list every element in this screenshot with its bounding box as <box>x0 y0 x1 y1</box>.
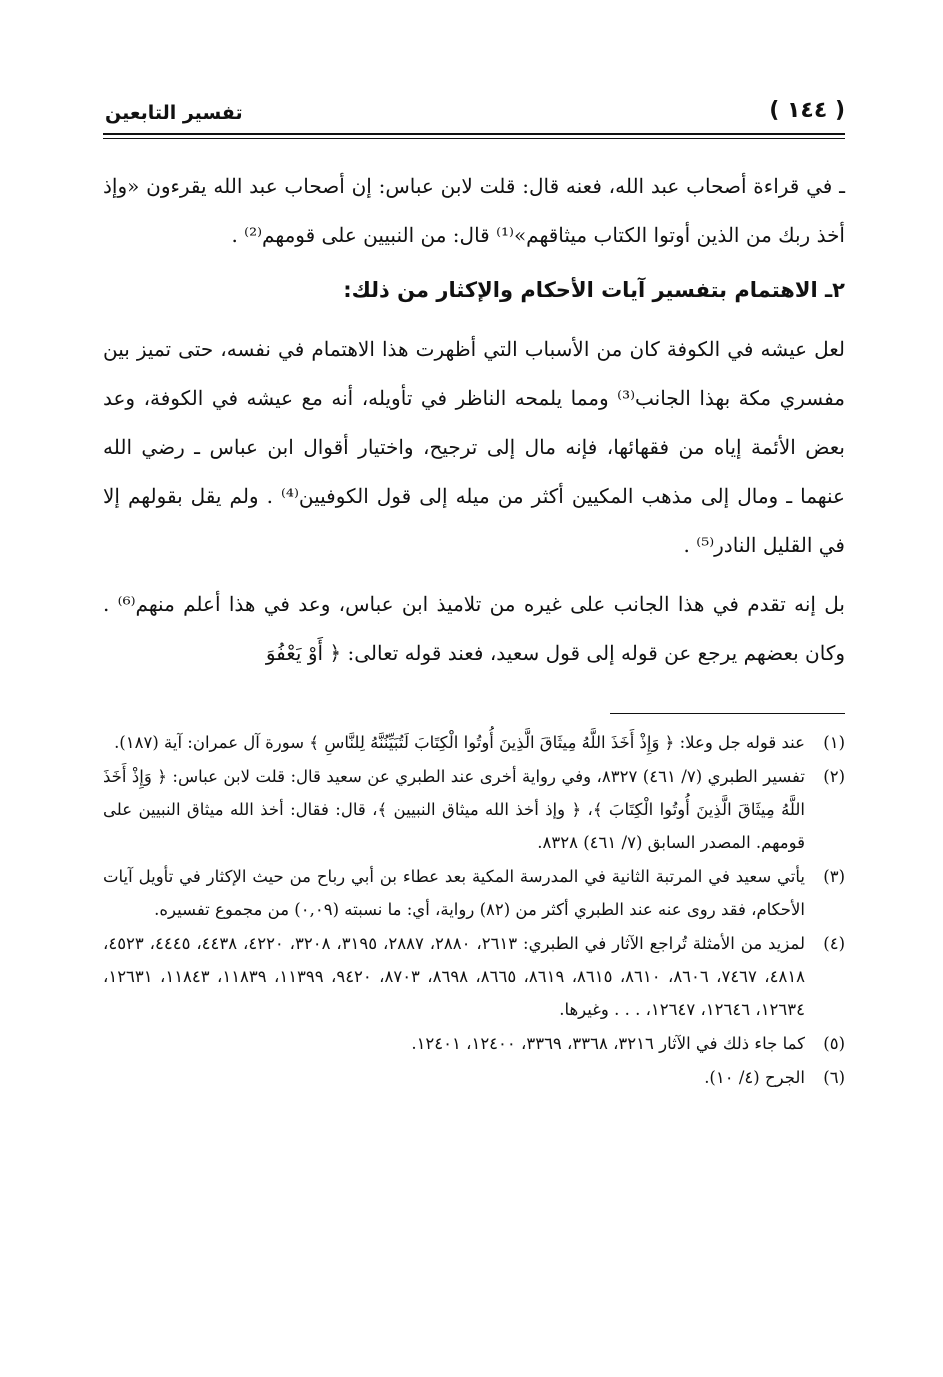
footnote <box>103 927 845 1026</box>
main-text <box>103 162 845 678</box>
footnote <box>103 760 845 859</box>
page-number: ( ١٤٤ ) <box>769 98 845 123</box>
footnote-text: الجرح (٤/ ١٠). <box>704 1068 805 1087</box>
footnotes <box>103 726 845 1095</box>
paragraph: بل إنه تقدم في هذا الجانب على غيره من تلاميذ ابن عباس، وعد في هذا أعلم منهم⁽⁶⁾ . وكان بعضهم يرجع عن قوله إلى قول سعيد، فعند قوله تعالى: ﴿ أَوْ يَعْفُوَ <box>103 592 845 665</box>
header-rule <box>103 133 845 135</box>
footnote-text: لمزيد من الأمثلة تُراجع الآثار في الطبري: ٢٦١٣، ٢٨٨٠، ٢٨٨٧، ٣١٩٥، ٣٢٠٨، ٤٢٢٠، ٤٤٣٨، ٤٤٤٥، ٤٥٢٣، ٤٨١٨، ٧٤٦٧، ٨٦٠٦، ٨٦١٠، ٨٦١٥، ٨٦١٩، ٨٦٦٥، ٨٦٩٨، ٨٧٠٣، ٩٤٢٠، ١١٣٩٩، ١١٨٣٩، ١١٨٤٣، ١٢٦٣١، ١٢٦٣٤، ١٢٦٤٦، ١٢٦٤٧، . . . وغيرها. <box>103 934 806 1019</box>
footnote <box>103 726 845 759</box>
footnote <box>103 1027 845 1060</box>
footnote-text: يأتي سعيد في المرتبة الثانية في المدرسة المكية بعد عطاء بن أبي رباح من حيث الإكثار في تأويل آيات الأحكام، فقد روى عنه عند الطبري أكثر من (٨٢) رواية، أي: ما نسبته (٠,٠٩) من مجموع تفسيره. <box>103 867 805 919</box>
paragraph: ـ في قراءة أصحاب عبد الله، فعنه قال: قلت لابن عباس: إن أصحاب عبد الله يقرءون «وإذ أخذ ربك من الذين أوتوا الكتاب ميثاقهم»⁽¹⁾ قال: من النبيين على قومهم⁽²⁾ . <box>103 174 845 247</box>
footnote-separator <box>610 713 845 714</box>
paragraph: لعل عيشه في الكوفة كان من الأسباب التي أظهرت هذا الاهتمام في نفسه، حتى تميز بين مفسري مكة بهذا الجانب⁽³⁾ ومما يلمحه الناظر في تأويله، أنه مع عيشه في الكوفة، وعد بعض الأئمة إياه من فقهائها، فإنه مال إلى ترجيح، واختيار أقوال ابن عباس ـ رضي الله عنهما ـ ومال إلى مذهب المكيين أكثر من ميله إلى قول الكوفيين⁽⁴⁾ . ولم يقل بقولهم إلا في القليل النادر⁽⁵⁾ . <box>103 337 845 557</box>
page-header <box>105 96 845 130</box>
footnote-number: (٤) <box>823 934 845 953</box>
footnote-text: كما جاء ذلك في الآثار ٣٢١٦، ٣٣٦٨، ٣٣٦٩، ١٢٤٠٠، ١٢٤٠١. <box>411 1034 805 1053</box>
footnote-number: (٦) <box>823 1068 845 1087</box>
footnote-number: (٢) <box>823 767 845 786</box>
footnote-number: (١) <box>823 733 845 752</box>
footnote <box>103 1061 845 1094</box>
book-title: تفسير التابعين <box>105 102 243 124</box>
footnote-number: (٣) <box>823 867 845 886</box>
footnote-text: تفسير الطبري (٧/ ٤٦١) ٨٣٢٧، وفي رواية أخرى عند الطبري عن سعيد قال: قلت لابن عباس: ﴿ وَإِذْ أَخَذَ اللَّهُ مِيثَاقَ الَّذِينَ أُوتُوا الْكِتَابَ ﴾، ﴿ وإذ أخذ الله ميثاق النبيين ﴾، قال: فقال: أخذ الله ميثاق النبيين على قومهم. المصدر السابق (٧/ ٤٦١) ٨٣٢٨. <box>103 767 805 852</box>
footnote <box>103 860 845 926</box>
footnote-text: عند قوله جل وعلا: ﴿ وَإِذْ أَخَذَ اللَّهُ مِيثَاقَ الَّذِينَ أُوتُوا الْكِتَابَ لَتُبَيِّنُنَّهُ لِلنَّاسِ ﴾ سورة آل عمران: آية (١٨٧). <box>114 733 805 752</box>
header-rule-thin <box>103 138 845 139</box>
section-heading: ٢ـ الاهتمام بتفسير آيات الأحكام والإكثار من ذلك: <box>343 278 845 302</box>
footnote-number: (٥) <box>823 1034 845 1053</box>
